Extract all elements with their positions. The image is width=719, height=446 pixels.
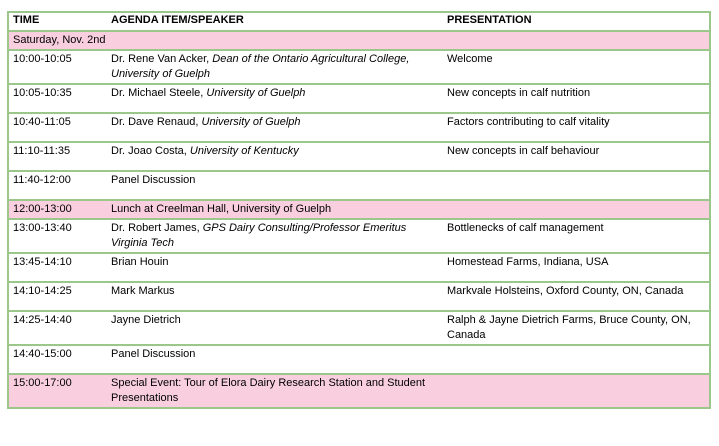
speaker-name: Jayne Dietrich: [111, 314, 181, 326]
table-row: [8, 50, 710, 84]
time-cell: 13:00-13:40: [8, 219, 107, 253]
presentation-cell: Markvale Holsteins, Oxford County, ON, Canada: [443, 282, 710, 311]
table-row: [8, 374, 710, 408]
time-cell: 10:05-10:35: [8, 84, 107, 113]
time-cell: 11:10-11:35: [8, 142, 107, 171]
table-row: [8, 345, 710, 374]
table-row: [8, 171, 710, 200]
presentation-cell: New concepts in calf nutrition: [443, 84, 710, 113]
agenda-cell: [107, 200, 443, 219]
agenda-cell: [107, 253, 443, 282]
header-time: TIME: [8, 12, 107, 31]
table-row: [8, 113, 710, 142]
time-cell: 15:00-17:00: [8, 374, 107, 408]
agenda-cell: [107, 282, 443, 311]
agenda-cell: [107, 84, 443, 113]
time-cell: 14:25-14:40: [8, 311, 107, 345]
speaker-name: Dr. Dave Renaud,: [111, 116, 199, 128]
time-cell: 10:40-11:05: [8, 113, 107, 142]
presentation-cell: [443, 374, 710, 408]
table-row: [8, 282, 710, 311]
table-row: [8, 142, 710, 171]
table-row: [8, 253, 710, 282]
presentation-cell: New concepts in calf behaviour: [443, 142, 710, 171]
time-cell: 14:40-15:00: [8, 345, 107, 374]
table-row: [8, 311, 710, 345]
speaker-name: Lunch at Creelman Hall, University of Guelph: [111, 203, 332, 215]
time-cell: 10:00-10:05: [8, 50, 107, 84]
presentation-cell: Ralph & Jayne Dietrich Farms, Bruce County, ON, Canada: [443, 311, 710, 345]
agenda-cell: [107, 374, 443, 408]
presentation-cell: Bottlenecks of calf management: [443, 219, 710, 253]
day-row: [8, 31, 710, 50]
header-presentation: PRESENTATION: [443, 12, 710, 31]
header-agenda: AGENDA ITEM/SPEAKER: [107, 12, 443, 31]
speaker-affiliation: GPS Dairy Consulting/Professor Emeritus Virginia Tech: [111, 222, 407, 249]
speaker-affiliation: University of Kentucky: [186, 145, 299, 157]
speaker-name: Special Event: Tour of Elora Dairy Research Station and Student Presentations: [111, 377, 426, 404]
presentation-cell: Welcome: [443, 50, 710, 84]
agenda-cell: [107, 142, 443, 171]
table-row: [8, 200, 710, 219]
speaker-name: Dr. Michael Steele,: [111, 87, 204, 99]
header-row: [8, 12, 710, 31]
presentation-cell: Factors contributing to calf vitality: [443, 113, 710, 142]
presentation-cell: Homestead Farms, Indiana, USA: [443, 253, 710, 282]
speaker-affiliation: Dean of the Ontario Agricultural College, University of Guelph: [111, 53, 410, 80]
speaker-affiliation: University of Guelph: [198, 116, 301, 128]
agenda-table: [7, 11, 711, 409]
presentation-cell: [443, 200, 710, 219]
speaker-name: Dr. Robert James,: [111, 222, 200, 234]
agenda-cell: [107, 219, 443, 253]
agenda-cell: [107, 50, 443, 84]
time-cell: 11:40-12:00: [8, 171, 107, 200]
agenda-cell: [107, 345, 443, 374]
agenda-cell: [107, 113, 443, 142]
agenda-cell: [107, 311, 443, 345]
time-cell: 13:45-14:10: [8, 253, 107, 282]
speaker-name: Panel Discussion: [111, 348, 196, 360]
speaker-name: Mark Markus: [111, 285, 175, 297]
speaker-name: Dr. Joao Costa,: [111, 145, 187, 157]
speaker-affiliation: University of Guelph: [203, 87, 306, 99]
speaker-name: Panel Discussion: [111, 174, 196, 186]
table-row: [8, 219, 710, 253]
table-row: [8, 84, 710, 113]
time-cell: 14:10-14:25: [8, 282, 107, 311]
day-label: Saturday, Nov. 2nd: [8, 31, 710, 50]
speaker-name: Brian Houin: [111, 256, 169, 268]
time-cell: 12:00-13:00: [8, 200, 107, 219]
speaker-name: Dr. Rene Van Acker,: [111, 53, 210, 65]
presentation-cell: [443, 345, 710, 374]
presentation-cell: [443, 171, 710, 200]
agenda-cell: [107, 171, 443, 200]
